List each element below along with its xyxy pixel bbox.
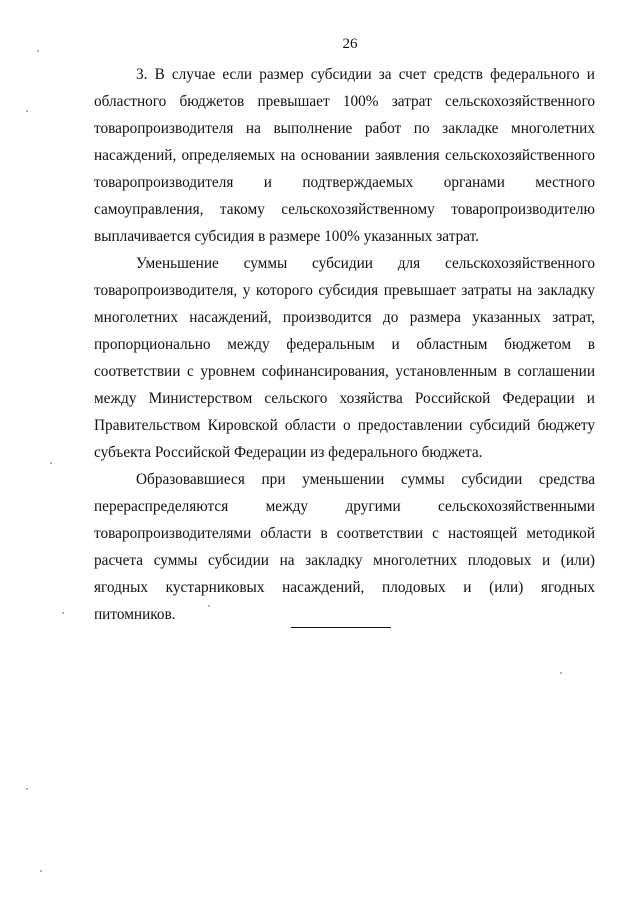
page-number: 26 xyxy=(342,36,358,52)
document-body xyxy=(94,61,595,628)
scan-speck xyxy=(26,110,28,112)
scan-speck xyxy=(208,605,210,607)
end-divider-line xyxy=(291,627,391,628)
paragraph-subsidy-reduction: Уменьшение суммы субсидии для сельскохозяйственного товаропроизводителя, у которого субсидия превышает затраты на закладку многолетних насаждений, производится до размера указанных затрат, пропорционально между федеральным и областным бюджетом в соответствии с уровнем софинансирования, установленным в соглашении между Министерством сельского хозяйства Российской Федерации и Правительством Кировской области о предоставлении субсидий бюджету субъекта Российской Федерации из федерального бюджета. xyxy=(94,255,595,461)
scan-speck xyxy=(62,612,64,614)
scan-speck xyxy=(40,870,42,872)
scan-speck xyxy=(26,788,28,790)
scan-speck xyxy=(560,672,562,674)
paragraph-subsidy-limit: 3. В случае если размер субсидии за счет средств федерального и областного бюджетов превышает 100% затрат сельскохозяйственного товаропроизводителя на выполнение работ по закладке многолетних насаждений, определяемых на основании заявления сельскохозяйственного товаропроизводителя и подтверждаемых органами местного самоуправления, такому сельскохозяйственному товаропроизводителю выплачивается субсидия в размере 100% указанных затрат. xyxy=(94,66,595,245)
scan-speck xyxy=(37,50,39,52)
paragraph-redistribution: Образовавшиеся при уменьшении суммы субсидии средства перераспределяются между другими сельскохозяйственными товаропроизводителями области в соответствии с настоящей методикой расчета суммы субсидии на закладку многолетних плодовых и (или) ягодных кустарниковых насаждений, плодовых и (или) ягодных питомников. xyxy=(94,471,595,623)
scan-speck xyxy=(50,462,52,464)
